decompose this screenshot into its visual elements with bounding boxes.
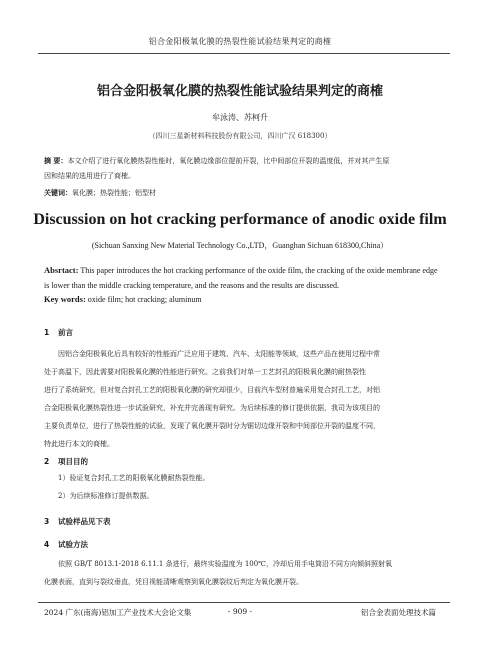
affiliation-en: (Sichuan Sanxing New Material Technology Co.,LTD，Guanghan Sichuan 618300,China） <box>91 241 389 250</box>
body-line: 进行了系统研究，但对复合封孔工艺的阳极氧化膜的研究却很少，目前汽车型材普遍采用复合封孔工艺，对铝 <box>44 386 380 394</box>
body-line: 化膜表面，直到与裂纹垂直，凭目视能清晰观察到氧化膜裂纹后判定为氧化膜开裂。 <box>44 578 303 586</box>
keywords-en-text: oxide film; hot cracking; aluminum <box>85 295 202 304</box>
list-item: 1）验证复合封孔工艺的阳极氧化膜耐热裂性能。 <box>58 474 210 482</box>
abstract-cn-line-1 <box>44 154 442 169</box>
paper-title-cn: 铝合金阳极氧化膜的热裂性能试验结果判定的商榷 <box>96 84 383 99</box>
section-heading <box>44 327 73 338</box>
section-heading <box>44 539 88 550</box>
footer-section: 铝合金表面处理技术篇 <box>361 608 436 617</box>
body-line: 特此进行本文的商榷。 <box>44 440 114 448</box>
section-number: 1 <box>44 328 50 337</box>
abstract-cn-line-2: 因和结果的选用进行了商榷。 <box>44 172 135 180</box>
abstract-cn-text-1: 本文介绍了进行氧化膜热裂性能时，氧化膜边缘部位提前开裂，比中间部位开裂的温度低，并对其产生原 <box>67 157 390 165</box>
body-line <box>44 345 442 363</box>
abstract-en-label: Absrtact: <box>44 265 79 275</box>
header-rule <box>38 53 450 54</box>
body-line: 处于高温下，因此需要对阳极氧化膜的性能进行研究。之前我们对单一工艺封孔的阳极氧化膜的耐热裂性 <box>44 368 366 376</box>
keywords-cn-label: 关键词： <box>44 189 72 197</box>
section-number: 2 <box>44 457 50 466</box>
keywords-cn <box>44 186 442 201</box>
footer-rule <box>38 602 450 603</box>
abstract-en <box>44 263 442 293</box>
page-number: - 909 - <box>227 607 253 616</box>
section-4-body <box>44 555 442 591</box>
abstract-en-text-1: This paper introduces the hot cracking performance of the oxide film, the cracking of the oxide membrane edge <box>78 266 438 275</box>
section-heading <box>44 456 88 467</box>
body-line: 合金阳极氧化膜热裂性进一步试验研究，补充并完善现有研究。为后续标准的修订提供依据，我司为该项目的 <box>44 404 380 412</box>
body-line-text: 因铝合金阳极氧化后具有较好的性能而广泛应用于建筑、汽车、太阳能等领域，这些产品在使用过程中常 <box>58 350 380 358</box>
section-title: 项目目的 <box>58 457 88 466</box>
abstract-cn-label: 摘 要： <box>44 157 68 165</box>
section-1-body <box>44 345 442 453</box>
keywords-en-label: Key words: <box>44 294 86 304</box>
section-title: 试验样品见下表 <box>58 517 111 526</box>
keywords-en <box>44 292 442 307</box>
abstract-cn <box>44 154 442 184</box>
section-heading <box>44 516 111 527</box>
section-number: 3 <box>44 517 50 526</box>
section-title: 试验方法 <box>58 540 88 549</box>
keywords-cn-text: 氧化膜；热裂性能；铝型材 <box>72 189 156 197</box>
running-header: 铝合金阳极氧化膜的热裂性能试验结果判定的商榷 <box>148 37 332 46</box>
body-line: 主要负责单位，进行了热裂性能的试验，发现了氧化膜开裂时分为锯切边缘开裂和中间部位开裂的温度不同， <box>44 422 380 430</box>
abstract-en-line-1 <box>44 263 442 278</box>
body-line <box>44 555 442 573</box>
abstract-en-line-2: is lower than the middle cracking temperature, and the reasons and the results are discussed. <box>44 281 340 290</box>
body-line-text: 依照 GB/T 8013.1-2018 6.11.1 条进行，最终实验温度为 100℃，冷却后用手电筒沿不同方向倾斜照射氧 <box>58 560 393 568</box>
authors: 牟泳涛、苏柯升 <box>212 113 268 122</box>
section-title: 前言 <box>58 328 73 337</box>
affiliation-cn: （四川三星新材料科技股份有限公司，四川广汉 618300） <box>148 132 332 140</box>
list-item: 2）为后续标准修订提供数据。 <box>58 492 154 500</box>
footer-proceedings: 2024 广东(南海)铝加工产业技术大会论文集 <box>44 608 192 617</box>
paper-title-en: Discussion on hot cracking performance of anodic oxide film <box>33 211 447 228</box>
section-number: 4 <box>44 540 50 549</box>
